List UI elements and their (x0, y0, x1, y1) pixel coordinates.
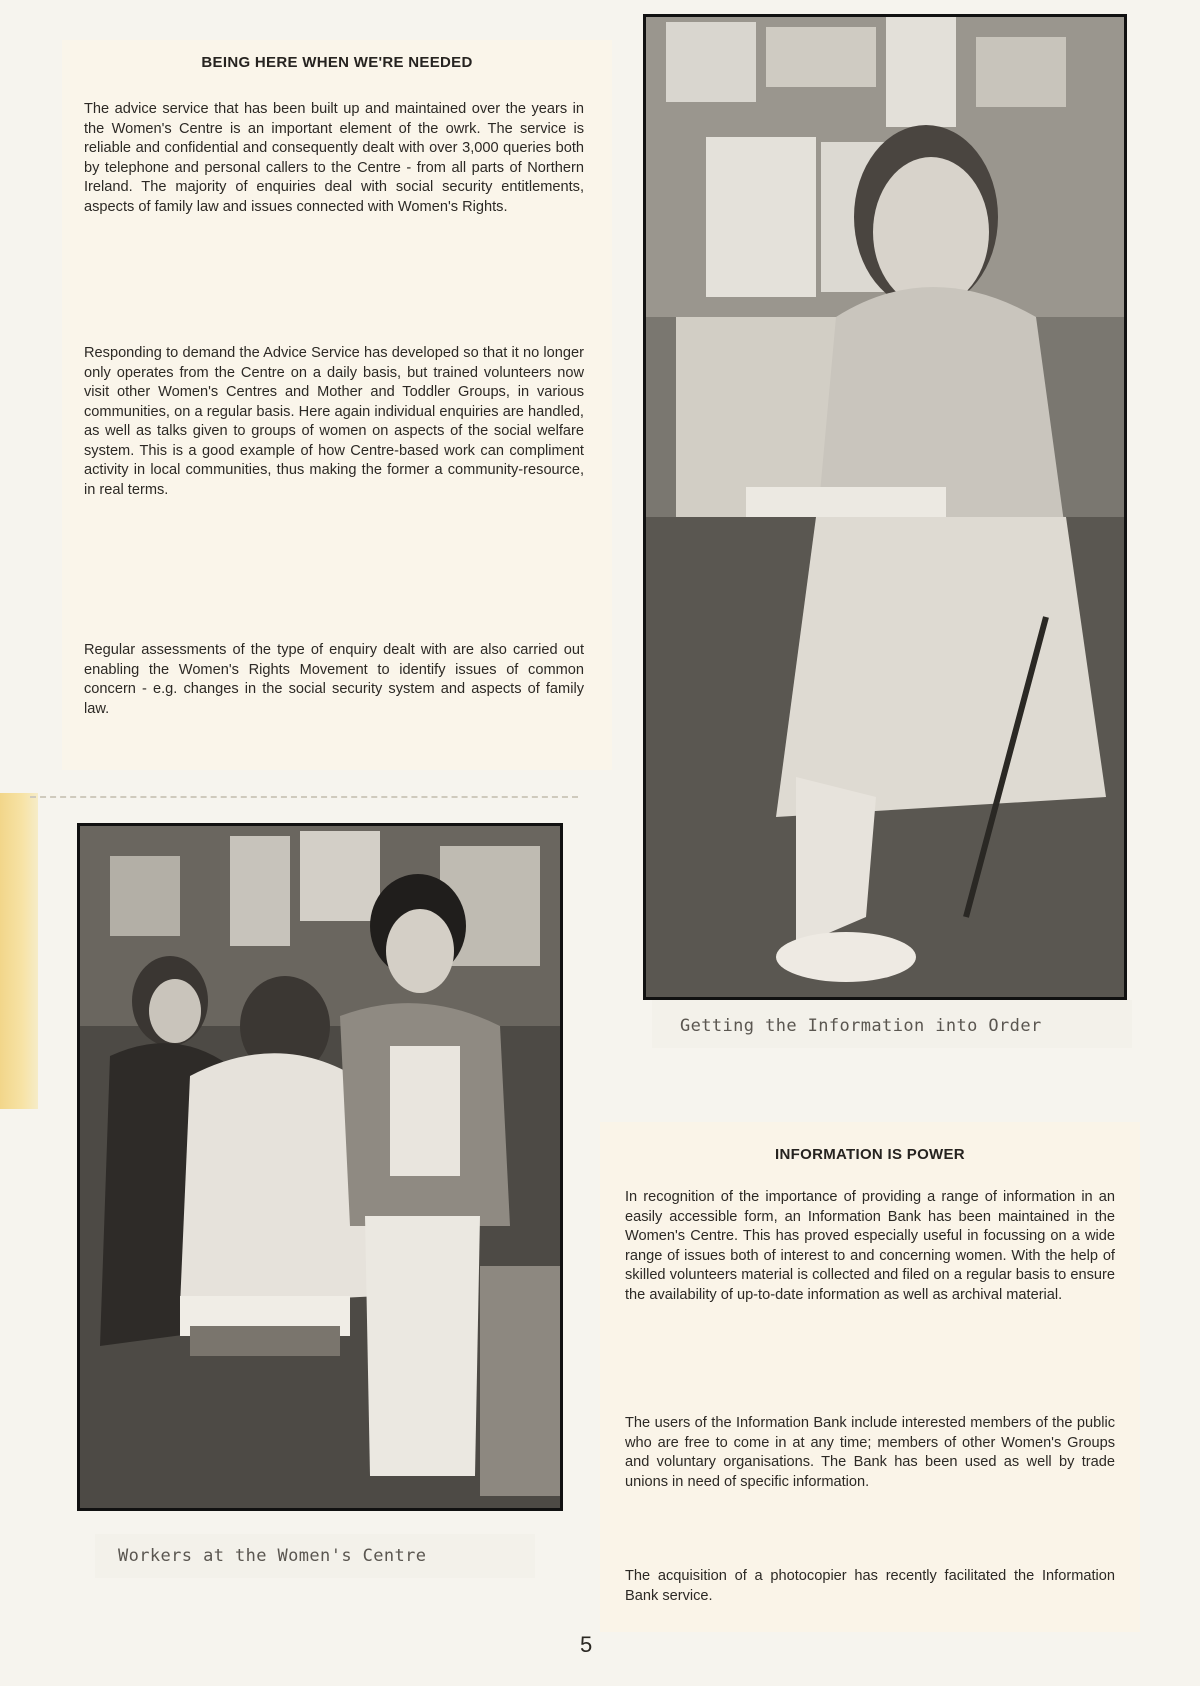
information-paragraph-3: The acquisition of a photocopier has recently facilitated the Information Bank service. (625, 1568, 1115, 1604)
yellow-tape-strip (0, 793, 38, 1109)
advice-paragraph-2: Responding to demand the Advice Service has developed so that it no longer only operates from the Centre on a daily basis, but trained volunteers now visit other Women's Centres and Mother and Toddler Groups, in various communities, on a regular basis. Here again individual enquiries are handled, as well as talks given to groups of women on aspects of the social welfare system. This is a good example of how Centre-based work can compliment activity in local communities, thus making the former a community-resource, in real terms. (84, 345, 584, 498)
advice-paragraph-1: The advice service that has been built up and maintained over the years in the Women's Centre is an important element of the owrk. The service is reliable and confidential and consequently dealt with over 3,000 queries both by telephone and personal callers to the Centre - from all parts of Northern Ireland. The majority of enquiries deal with social security entitlements, aspects of family law and issues connected with Women's Rights. (84, 101, 584, 215)
information-paragraph-1: In recognition of the importance of providing a range of information in an easily accessible form, an Information Bank has been maintained in the Women's Centre. This has proved especially useful in focussing on a wide range of issues both of interest to and concerning women. With the help of skilled volunteers material is collected and filed on a regular basis to ensure the availability of up-to-date information as well as archival material. (625, 1189, 1115, 1303)
information-paragraph-2: The users of the Information Bank include interested members of the public who are free to come in at any time; members of other Women's Groups and voluntary organisations. The Bank has been used as well by trade unions in need of specific information. (625, 1415, 1115, 1490)
advice-heading: BEING HERE WHEN WE'RE NEEDED (201, 54, 473, 71)
caption-getting-information: Getting the Information into Order (680, 1016, 1042, 1036)
advice-article (62, 40, 612, 770)
advice-paragraph-3: Regular assessments of the type of enquiry dealt with are also carried out enabling the Women's Rights Movement to identify issues of common concern - e.g. changes in the social security system and aspects of family law. (84, 642, 584, 717)
photo-woman-with-papers (643, 14, 1127, 1000)
information-article (600, 1122, 1140, 1632)
photo-workers-at-centre (77, 823, 563, 1511)
caption-workers: Workers at the Women's Centre (118, 1546, 427, 1566)
information-heading: INFORMATION IS POWER (775, 1146, 965, 1163)
page-number: 5 (580, 1632, 593, 1657)
dashed-edge-line (30, 796, 578, 798)
